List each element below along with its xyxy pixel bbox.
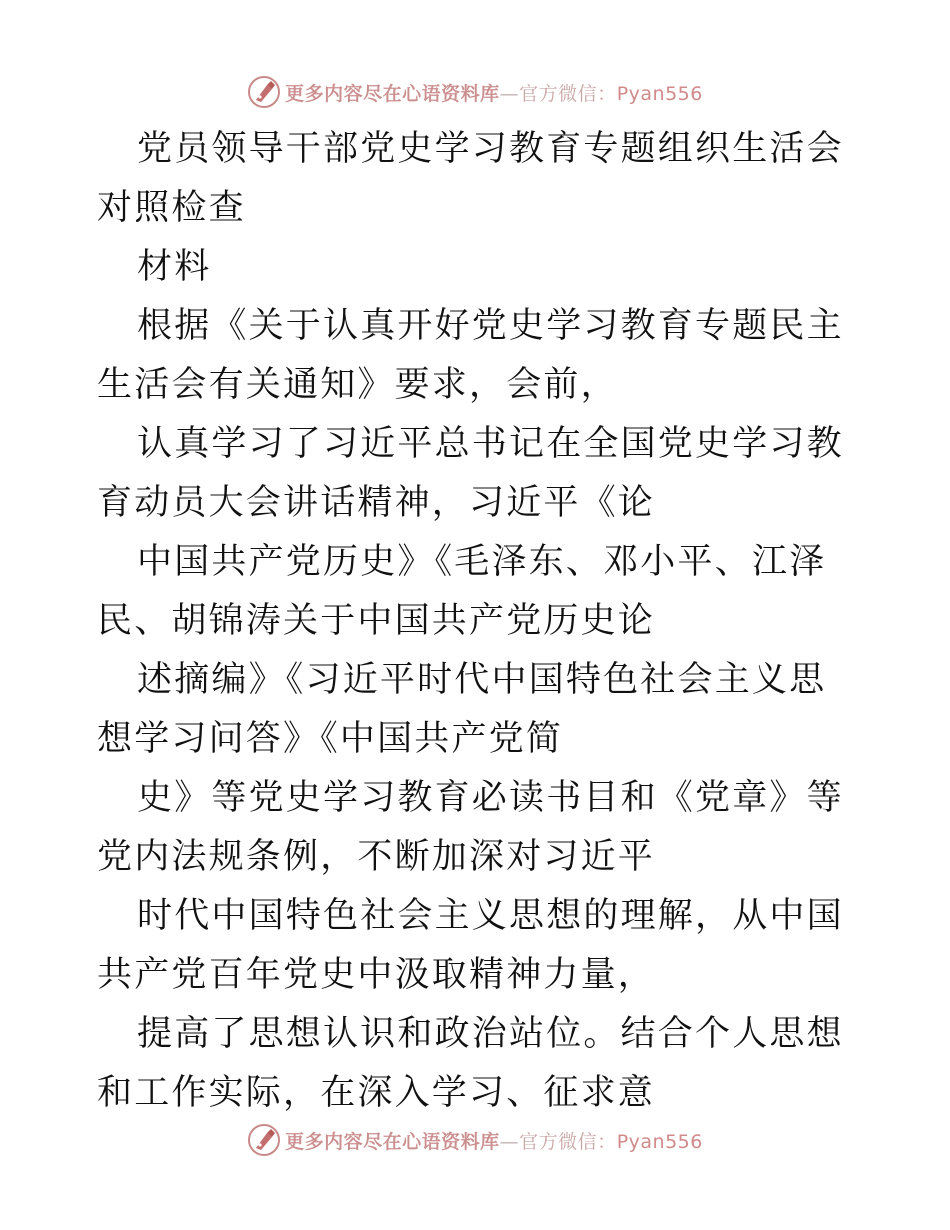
document-title-line: 党员领导干部党史学习教育专题组织生活会对照检查: [97, 129, 844, 228]
paragraph-line: 根据《关于认真开好党史学习教育专题民主生活会有关通知》要求，会前，: [97, 306, 844, 405]
header-wechat-id: Pyan556: [616, 82, 703, 105]
footer-banner: [0, 1120, 950, 1160]
header-separator: —: [499, 82, 520, 105]
footer-brand: 更多内容尽在心语资料库: [285, 1130, 500, 1153]
document-title-line-2: 材料: [137, 247, 212, 287]
pen-nib-logo-icon: [247, 1123, 281, 1157]
document-body: [97, 120, 857, 1123]
paragraph-line: 中国共产党历史》《毛泽东、邓小平、江泽民、胡锦涛关于中国共产党历史论: [97, 542, 827, 641]
header-banner-text: [285, 79, 703, 106]
header-brand: 更多内容尽在心语资料库: [285, 82, 500, 105]
paragraph-line: 述摘编》《习近平时代中国特色社会主义思想学习问答》《中国共产党简: [97, 660, 827, 759]
paragraph-line: 认真学习了习近平总书记在全国党史学习教育动员大会讲话精神，习近平《论: [97, 424, 844, 523]
header-banner: [0, 72, 950, 112]
footer-wechat-id: Pyan556: [616, 1130, 703, 1153]
footer-official-label: 官方微信：: [519, 1130, 617, 1153]
footer-separator: —: [499, 1130, 520, 1153]
paragraph-line: 提高了思想认识和政治站位。结合个人思想和工作实际，在深入学习、征求意: [97, 1014, 844, 1113]
paragraph-line: 时代中国特色社会主义思想的理解，从中国共产党百年党史中汲取精神力量，: [97, 896, 844, 995]
pen-nib-logo-icon: [247, 75, 281, 109]
header-official-label: 官方微信：: [519, 82, 617, 105]
paragraph-line: 史》等党史学习教育必读书目和《党章》等党内法规条例，不断加深对习近平: [97, 778, 844, 877]
footer-banner-text: [285, 1127, 703, 1154]
